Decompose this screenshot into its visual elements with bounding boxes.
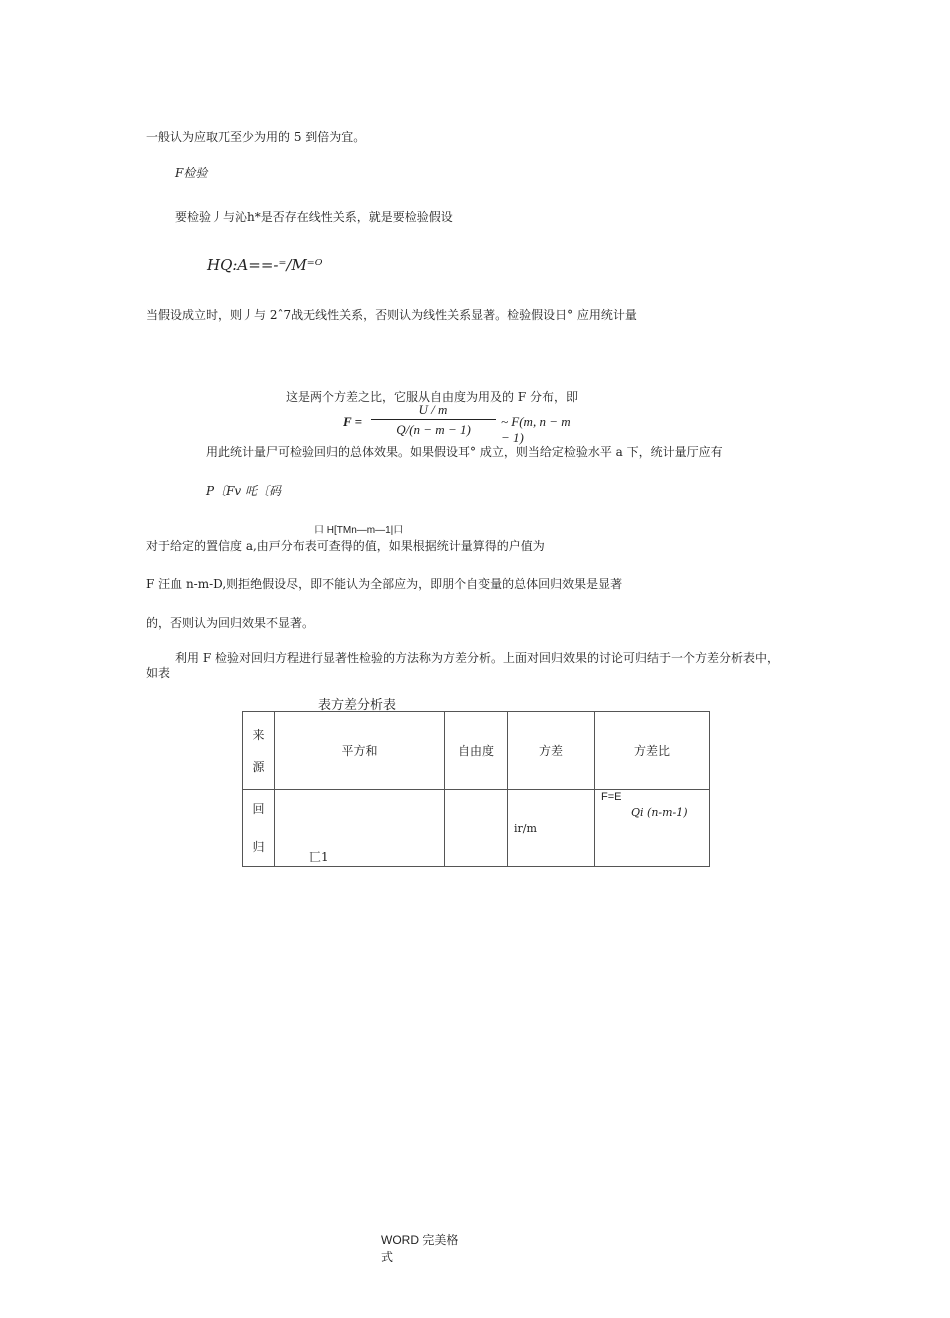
paragraph-use-statistic: 用此统计量尸可检验回归的总体效果。如果假设耳° 成立，则当给定检验水平 a 下，统计量厅应有 [206,445,723,459]
footer-line2: 式 [381,1250,394,1264]
header-ss-label: 平方和 [341,744,378,758]
table-caption: 表方差分析表 [318,698,397,713]
row-source [243,790,275,867]
heading-f-test: F检验 [175,166,208,180]
footer-line1: WORD 完美格 [381,1233,459,1247]
formula-rhs: ~ F(m, n − m − 1) [501,414,571,445]
row-f-value-line1: F=E [601,791,622,803]
paragraph-when-hypothesis-holds: 当假设成立时，则丿与 2ˆ7战无线性关系，否则认为线性关系显著。检验假设日° 应用统计量 [146,308,637,322]
header-f-label: 方差比 [633,744,670,758]
row-f-ratio [595,790,710,867]
table-row [243,790,710,867]
row-f-value-line2: Qi (n-m-1) [631,806,688,819]
header-source-char2: 源 [252,759,265,774]
equation-fragment: 口 H[TMn—m—1|口 [314,525,404,536]
paragraph-test-hypothesis: 要检验丿与沁h*是否存在线性关系，就是要检验假设 [175,210,453,224]
row-source-char2: 归 [252,840,265,854]
paragraph-sample-size: 一般认为应取兀至少为用的 5 到倍为宜。 [146,130,366,144]
f-statistic-formula [343,404,573,444]
header-sum-of-squares [275,712,445,790]
header-mean-square [508,712,595,790]
formula-fraction-bar [371,419,496,420]
equation-probability: P〔Fv 吒〔码 [206,484,281,498]
formula-denominator: Q/(n − m − 1) [396,422,471,437]
row-ms-value: ir/m [514,822,537,835]
paragraph-otherwise: 的，否则认为回归效果不显著。 [146,616,315,630]
header-degrees-of-freedom [445,712,508,790]
paragraph-anova-intro-line2: 如表 [146,666,171,680]
formula-lhs: F = [343,414,363,429]
anova-table [242,711,710,867]
header-source-char1: 来 [252,727,265,742]
header-ms-label: 方差 [538,744,563,758]
paragraph-reject-hypothesis: F 汪血 n-m-D,则拒绝假设尽，即不能认为全部应为，即朋个自变量的总体回归效果是显著 [146,577,623,591]
row-sum-of-squares [275,790,445,867]
equation-hypothesis: HQ:A==-⁼/M⁼ᴼ [207,256,323,274]
table-header-row [243,712,710,790]
header-df-label: 自由度 [457,744,494,758]
row-ss-value: 匸1 [309,850,329,864]
row-degrees-of-freedom [445,790,508,867]
header-source [243,712,275,790]
formula-numerator: U / m [418,402,448,417]
paragraph-variance-ratio: 这是两个方差之比，它服从自由度为用及的 F 分布，即 [286,390,578,404]
row-source-char1: 回 [252,802,265,816]
header-f-ratio [595,712,710,790]
paragraph-confidence-level: 对于给定的置信度 a,由戸分布表可查得的值，如果根据统计量算得的户值为 [146,539,545,553]
page-footer [381,1232,458,1266]
paragraph-anova-intro-line1: 利用 F 检验对回归方程进行显著性检验的方法称为方差分析。上面对回归效果的讨论可归结于一个方差分析表中， [175,651,779,665]
row-mean-square [508,790,595,867]
